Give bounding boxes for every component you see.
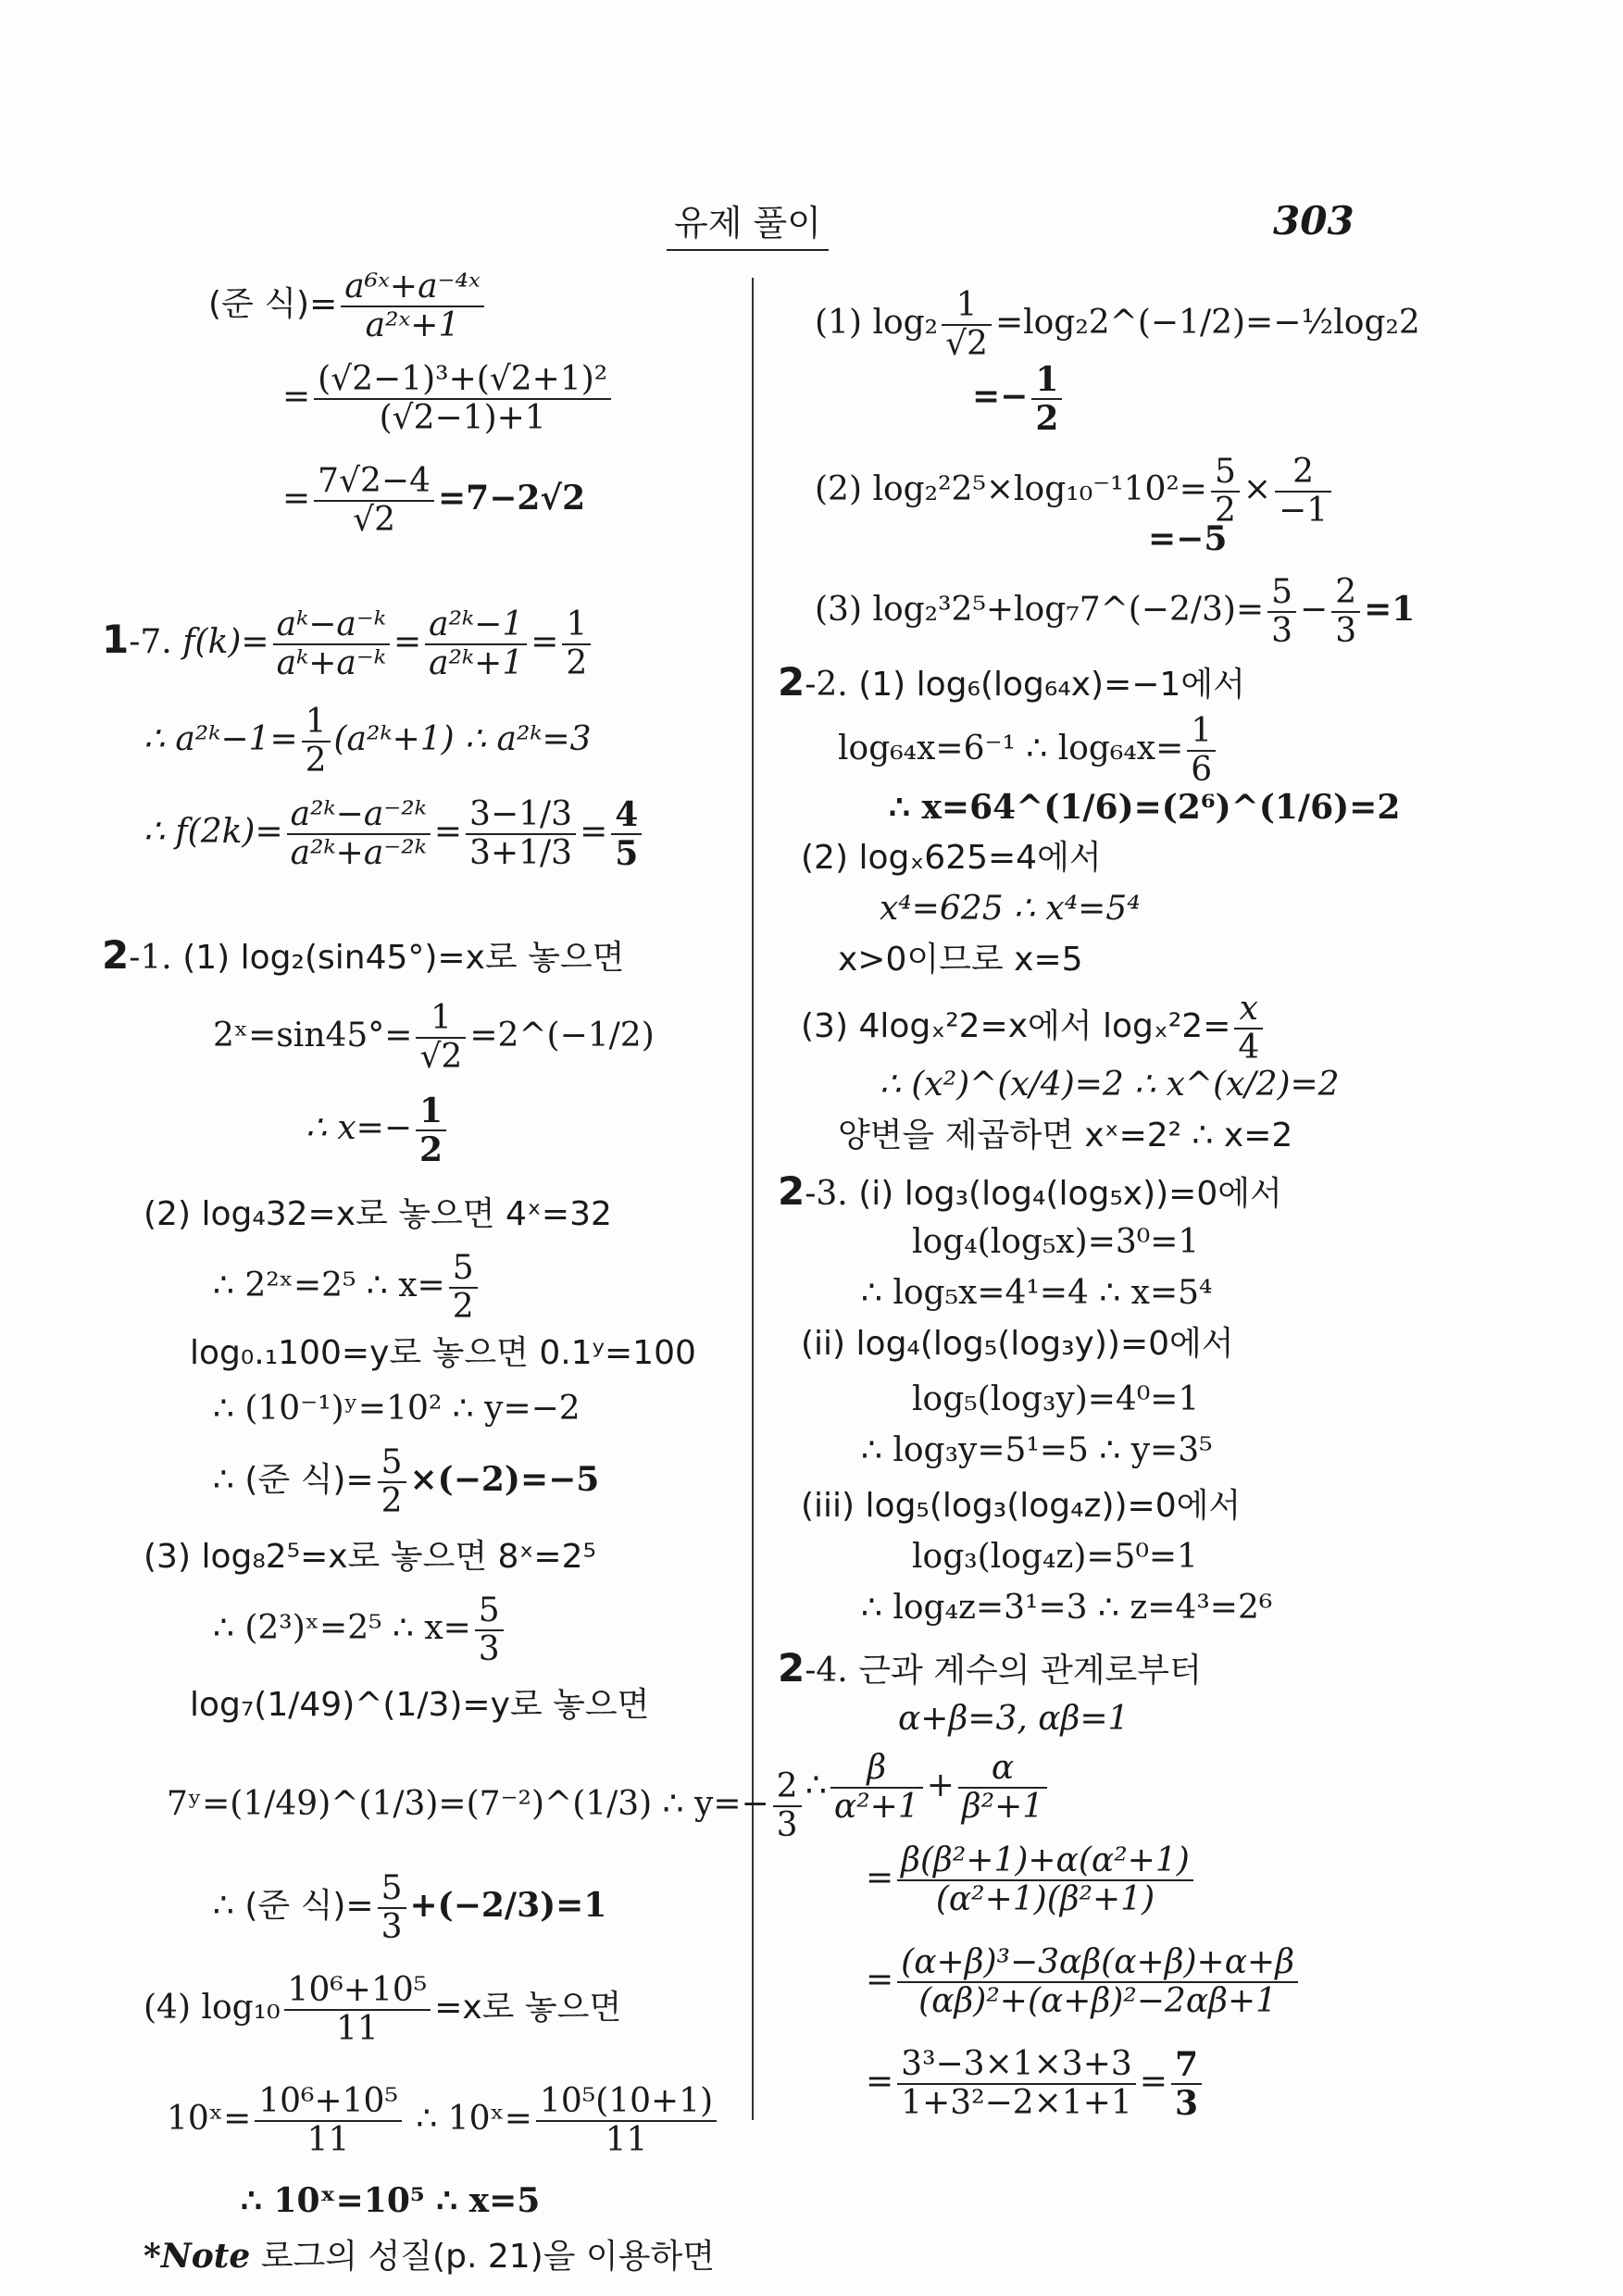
eq-line: ∴ (2³)ˣ=2⁵ ∴ x= $\frac{5}{3}$ [213,1592,507,1668]
problem-1-7: 1-7. f(k)= $\frac{\text{aᵏ−a⁻ᵏ}}{\text{aᵏ+a⁻ᵏ}}$ = $\frac{\text{a²ᵏ−1}}{\text{a²ᵏ+1}}$ = $\frac{1}{2}$ [102,606,594,682]
eq-line: x>0이므로 x=5 [838,941,1083,979]
eq-line: log₇(1/49)^(1/3)=y로 놓으면 [190,1686,650,1724]
eq-line: ∴ a²ᵏ−1= $\frac{1}{2}$ (a²ᵏ+1) ∴ a²ᵏ=3 [144,703,592,780]
eq-line: ∴ (10⁻¹)ʸ=10² ∴ y=−2 [213,1390,581,1428]
eq-line: ∴ f(2k)= $\frac{\text{a²ᵏ−a⁻²ᵏ}}{\text{a²ᵏ+a⁻²ᵏ}}$ = $\frac{3-1/3}{3+1/3}$ = $\frac{4}{5}$ [144,796,645,872]
eq-line: log₆₄x=6⁻¹ ∴ log₆₄x= $\frac{1}{6}$ [838,713,1219,789]
eq-line: ∴ 2²ˣ=2⁵ ∴ x= $\frac{5}{2}$ [213,1250,481,1326]
eq-line: (준 식)= $\frac{\text{a⁶ˣ+a⁻⁴ˣ}}{\text{a²ˣ+1}}$ [208,268,488,344]
eq-line: log₄(log₅x)=3⁰=1 [912,1223,1200,1261]
eq-line: = $\frac{\text{3³−3×1×3+3}}{\text{1+3²−2×1+1}}$ = $\frac{7}{3}$ [866,2046,1205,2122]
eq-line: = $\frac{\text{(α+β)³−3αβ(α+β)+α+β}}{\text{(αβ)²+(α+β)²−2αβ+1}}$ [866,1944,1302,2020]
eq-line: (3) log₈2⁵=x로 놓으면 8ˣ=2⁵ [144,1538,596,1576]
page-number: 303 [1273,198,1355,243]
eq-line: (3) log₂³2⁵+log₇7^(−2/3)= $\frac{5}{3}$ − $\frac{2}{3}$ =1 [815,573,1416,650]
eq-line: 10ˣ= $\frac{\text{10⁶+10⁵}}{11}$ ∴ 10ˣ= $\frac{\text{10⁵(10+1)}}{11}$ [167,2083,720,2159]
eq-line: (2) logₓ625=4에서 [801,839,1102,877]
eq-line: x⁴=625 ∴ x⁴=5⁴ [880,890,1141,928]
eq-line: (4) log₁₀ $\frac{\text{10⁶+10⁵}}{11}$ =x로 놓으면 [144,1971,622,2048]
problem-2-1: 2-1. (1) log₂(sin45°)=x로 놓으면 [102,932,625,978]
eq-line: =−5 [1148,519,1228,558]
eq-line: = $\frac{\text{(√2−1)³+(√2+1)²}}{(√2-1)+1}$ [282,361,615,437]
eq-line: 양변을 제곱하면 xˣ=2² ∴ x=2 [838,1117,1293,1154]
problem-2-3: 2-3. (i) log₃(log₄(log₅x))=0에서 [778,1168,1282,1214]
eq-line: = $\frac{7√2-4}{√2}$ =7−2√2 [282,462,586,539]
problem-2-2: 2-2. (1) log₆(log₆₄x)=−1에서 [778,659,1245,705]
eq-line: ∴ (준 식)= $\frac{5}{2}$ ×(−2)=−5 [213,1443,600,1520]
eq-line: log₃(log₄z)=5⁰=1 [912,1538,1198,1576]
eq-line: (1) log₂ $\frac{1}{√2}$ =log₂2^(−1/2)=−½log₂2 [815,286,1420,363]
eq-line: 7ʸ=(1/49)^(1/3)=(7⁻²)^(1/3) ∴ y=− $\frac{2}{3}$ [167,1768,805,1844]
eq-line: =− $\frac{1}{2}$ [972,361,1066,437]
eq-line: log₅(log₃y)=4⁰=1 [912,1380,1200,1418]
eq-line: ∴ 10ˣ=10⁵ ∴ x=5 [241,2181,541,2220]
eq-line: ∴ log₄z=3¹=3 ∴ z=4³=2⁶ [861,1589,1273,1627]
eq-line: (3) 4logₓ²2=x에서 logₓ²2= $\frac{x}{4}$ [801,991,1267,1067]
note-line: *Note 로그의 성질(p. 21)을 이용하면 [144,2237,716,2276]
problem-2-4: 2-4. 근과 계수의 관계로부터 [778,1645,1202,1691]
page-header [0,194,1623,250]
eq-line: log₀.₁100=y로 놓으면 0.1ʸ=100 [190,1334,696,1372]
eq-line: ∴ x=− $\frac{1}{2}$ [306,1092,450,1168]
eq-line: (2) log₂²2⁵×log₁₀⁻¹10²= $\frac{5}{2}$ × $\frac{2}{-1}$ [815,454,1335,530]
eq-line: α+β=3, αβ=1 [898,1700,1130,1738]
eq-line: ∴ (x²)^(x/4)=2 ∴ x^(x/2)=2 [880,1066,1340,1104]
eq-line: ∴ log₃y=5¹=5 ∴ y=3⁵ [861,1431,1213,1469]
eq-line: 2ˣ=sin45°= $\frac{1}{√2}$ =2^(−1/2) [213,999,655,1076]
eq-line: (ii) log₄(log₅(log₃y))=0에서 [801,1325,1234,1363]
eq-line: ∴ $\frac{\beta}{\text{α²+1}}$ + $\frac{\alpha}{\text{β²+1}}$ [805,1750,1051,1826]
eq-line: (2) log₄32=x로 놓으면 4ˣ=32 [144,1195,612,1233]
eq-line: ∴ x=64^(1/6)=(2⁶)^(1/6)=2 [889,788,1401,827]
eq-line: = $\frac{\text{β(β²+1)+α(α²+1)}}{\text{(α²+1)(β²+1)}}$ [866,1842,1197,1918]
eq-line: ∴ (준 식)= $\frac{5}{3}$ +(−2/3)=1 [213,1869,607,1946]
section-title: 유제 풀이 [667,194,829,251]
eq-line: (iii) log₅(log₃(log₄z))=0에서 [801,1487,1242,1525]
eq-line: ∴ log₅x=4¹=4 ∴ x=5⁴ [861,1274,1213,1312]
